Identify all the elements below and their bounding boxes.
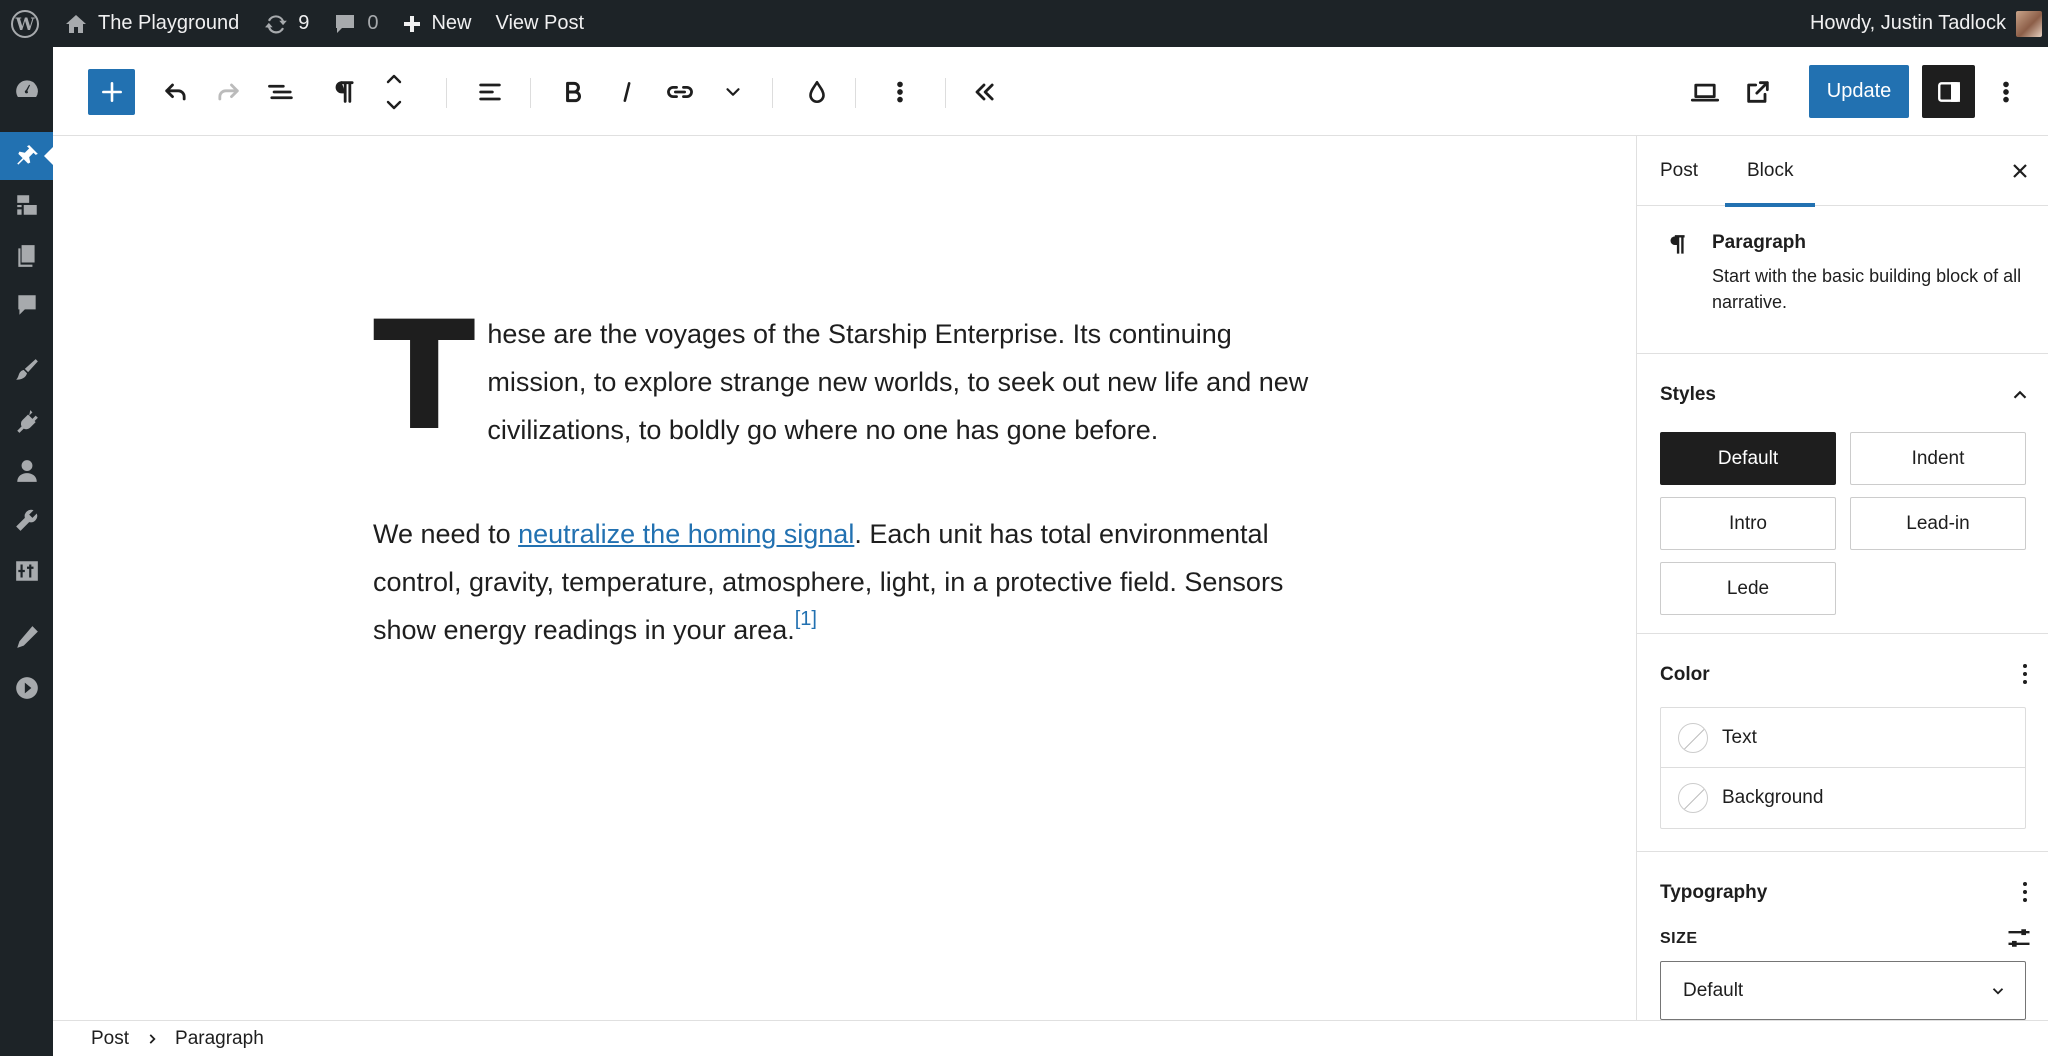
close-sidebar-button[interactable] xyxy=(2005,156,2035,186)
update-button[interactable]: Update xyxy=(1809,65,1909,118)
highlight-button[interactable] xyxy=(794,69,840,115)
toolbar-divider xyxy=(530,78,531,108)
media-menu-item[interactable] xyxy=(0,181,53,229)
pages-menu-item[interactable] xyxy=(0,232,53,280)
link-button[interactable] xyxy=(657,69,703,115)
refresh-icon xyxy=(263,11,289,37)
comments-menu-item[interactable] xyxy=(0,281,53,329)
chevron-right-icon xyxy=(145,1032,159,1046)
paragraph-text: . Each unit has total environmental control, gravity, temperature, atmosphere, light, in a protective field. Sensors show energy readings in your area. xyxy=(373,519,1284,645)
background-color-item[interactable] xyxy=(1661,768,2025,828)
editor-toolbar xyxy=(53,47,2048,136)
preview-button[interactable] xyxy=(1682,69,1728,115)
empty-swatch-icon xyxy=(1678,723,1708,753)
plus-icon xyxy=(402,14,422,34)
wordpress-logo-icon[interactable] xyxy=(0,0,52,47)
comment-bubble-icon xyxy=(14,292,40,318)
chevron-down-icon xyxy=(722,81,744,103)
pencil-icon xyxy=(14,624,40,650)
wrench-icon xyxy=(14,507,40,533)
bold-icon xyxy=(560,79,586,105)
more-vertical-icon xyxy=(1993,78,2019,106)
more-formatting-button[interactable] xyxy=(710,69,756,115)
close-icon xyxy=(2010,161,2030,181)
admin-bar xyxy=(0,0,2048,47)
undo-button[interactable] xyxy=(153,69,199,115)
color-panel-title: Color xyxy=(1660,664,1710,685)
chevron-double-left-icon xyxy=(970,78,998,106)
view-post-button[interactable] xyxy=(1735,69,1781,115)
block-description: Start with the basic building block of all narrative. xyxy=(1712,266,2022,312)
toolbar-divider xyxy=(945,78,946,108)
my-account[interactable] xyxy=(1810,0,2048,47)
color-options-icon[interactable] xyxy=(2021,664,2029,684)
tools-menu-item[interactable] xyxy=(0,496,53,544)
media-icon xyxy=(14,192,40,218)
block-inserter-button[interactable] xyxy=(88,69,135,115)
settings-sliders-icon xyxy=(14,558,40,584)
align-left-icon xyxy=(476,78,504,106)
svg-text:W: W xyxy=(15,14,35,35)
styles-panel-title[interactable]: Styles xyxy=(1660,384,1716,405)
breadcrumb xyxy=(53,1020,2048,1056)
drop-cap: T xyxy=(373,290,476,464)
dashboard-menu-item[interactable] xyxy=(0,65,53,113)
updates-count: 9 xyxy=(298,12,310,34)
move-up-down-button[interactable] xyxy=(371,69,417,115)
custom-size-icon[interactable] xyxy=(2005,924,2033,952)
paintbrush-icon xyxy=(14,357,40,383)
link-icon xyxy=(665,78,695,106)
block-card xyxy=(1637,206,2048,354)
comments-link[interactable] xyxy=(321,0,390,47)
options-button[interactable] xyxy=(1983,69,2029,115)
view-post-label: View Post xyxy=(495,12,585,34)
home-icon xyxy=(64,12,88,36)
pages-icon xyxy=(14,243,40,269)
toolbar-divider xyxy=(855,78,856,108)
laptop-icon xyxy=(1690,78,1720,106)
paragraph-block[interactable] xyxy=(373,510,1313,654)
custom-menu-item[interactable] xyxy=(0,613,53,661)
breadcrumb-item-paragraph[interactable]: Paragraph xyxy=(175,1027,264,1049)
pin-icon xyxy=(14,143,40,169)
new-label: New xyxy=(431,12,472,34)
dashboard-icon xyxy=(14,76,40,102)
breadcrumb-item-post[interactable]: Post xyxy=(91,1027,130,1049)
undo-icon xyxy=(162,78,190,106)
paragraph-text: We need to xyxy=(373,519,519,549)
drop-icon xyxy=(804,78,830,106)
toolbar-divider xyxy=(446,78,447,108)
redo-icon xyxy=(214,78,242,106)
howdy-text: Howdy, Justin Tadlock xyxy=(1809,12,2006,34)
plus-icon xyxy=(99,79,125,105)
tab-block[interactable] xyxy=(1725,136,1815,206)
avatar xyxy=(2016,11,2042,37)
user-icon xyxy=(14,458,40,484)
style-indent-button[interactable]: Indent xyxy=(1850,432,2026,485)
color-settings xyxy=(1660,707,2026,829)
paragraph-icon xyxy=(330,78,358,106)
play-circle-icon xyxy=(14,675,40,701)
size-label: SIZE xyxy=(1660,930,1698,947)
document-overview-button[interactable] xyxy=(258,69,304,115)
style-intro-button[interactable]: Intro xyxy=(1660,497,1836,550)
plugin-icon xyxy=(14,408,40,434)
redo-button[interactable] xyxy=(205,69,251,115)
appearance-menu-item[interactable] xyxy=(0,346,53,394)
tab-block-label: Block xyxy=(1747,160,1794,181)
toolbar-divider xyxy=(772,78,773,108)
chevron-up-down-icon xyxy=(382,72,406,112)
typography-options-icon[interactable] xyxy=(2021,882,2029,902)
paragraph-block[interactable] xyxy=(373,290,1313,464)
size-select[interactable] xyxy=(1660,961,2026,1020)
text-color-label: Text xyxy=(1722,726,1757,748)
users-menu-item[interactable] xyxy=(0,447,53,495)
paragraph-icon xyxy=(1664,232,1690,258)
background-color-label: Background xyxy=(1722,787,1824,808)
editor-canvas xyxy=(53,136,1636,1020)
footnote-anchor[interactable]: [1] xyxy=(794,608,817,630)
style-lede-button[interactable]: Lede xyxy=(1660,562,1836,615)
italic-button[interactable] xyxy=(604,69,650,115)
new-content-link[interactable] xyxy=(390,0,483,47)
size-select-value: Default xyxy=(1683,979,1744,1001)
sidebar-icon xyxy=(1936,79,1962,105)
style-lead-in-button[interactable]: Lead-in xyxy=(1850,497,2026,550)
bold-button[interactable] xyxy=(550,69,596,115)
posts-menu-item[interactable] xyxy=(0,132,53,180)
settings-sidebar xyxy=(1636,136,2048,1020)
chevron-down-icon xyxy=(1989,982,2007,1000)
list-view-icon xyxy=(266,78,296,106)
site-name-link[interactable] xyxy=(52,0,251,47)
external-link-icon xyxy=(1744,78,1772,106)
plugins-menu-item[interactable] xyxy=(0,397,53,445)
text-color-item[interactable] xyxy=(1661,708,2025,768)
updates-link[interactable] xyxy=(251,0,321,47)
comments-count: 0 xyxy=(367,12,379,34)
style-default-button[interactable]: Default xyxy=(1660,432,1836,485)
typography-panel-title: Typography xyxy=(1660,882,1768,903)
empty-swatch-icon xyxy=(1678,783,1708,813)
align-button[interactable] xyxy=(467,69,513,115)
tab-post[interactable]: Post xyxy=(1660,160,1699,181)
inline-link[interactable]: neutralize the homing signal xyxy=(518,519,855,549)
collapse-toolbar-button[interactable] xyxy=(961,69,1007,115)
settings-toggle-button[interactable] xyxy=(1922,65,1975,118)
view-post-link[interactable] xyxy=(483,0,596,47)
comment-icon xyxy=(333,12,357,36)
styles-panel xyxy=(1637,354,2048,634)
chevron-up-icon[interactable] xyxy=(2009,384,2031,406)
admin-menu xyxy=(0,47,53,1056)
collapse-menu-item[interactable] xyxy=(0,664,53,712)
block-title: Paragraph xyxy=(1712,232,1806,253)
block-type-button[interactable] xyxy=(321,69,367,115)
block-options-button[interactable] xyxy=(877,69,923,115)
italic-icon xyxy=(614,79,640,105)
color-panel xyxy=(1637,634,2048,852)
site-name: The Playground xyxy=(98,12,240,34)
more-vertical-icon xyxy=(887,78,913,106)
paragraph-text: hese are the voyages of the Starship Enterprise. Its continuing mission, to explore strange new worlds, to seek out new life and new civilizations, to boldly go where no one has gone before. xyxy=(487,319,1309,445)
settings-menu-item[interactable] xyxy=(0,547,53,595)
sidebar-tabs xyxy=(1637,136,2048,206)
typography-panel xyxy=(1637,852,2048,1020)
